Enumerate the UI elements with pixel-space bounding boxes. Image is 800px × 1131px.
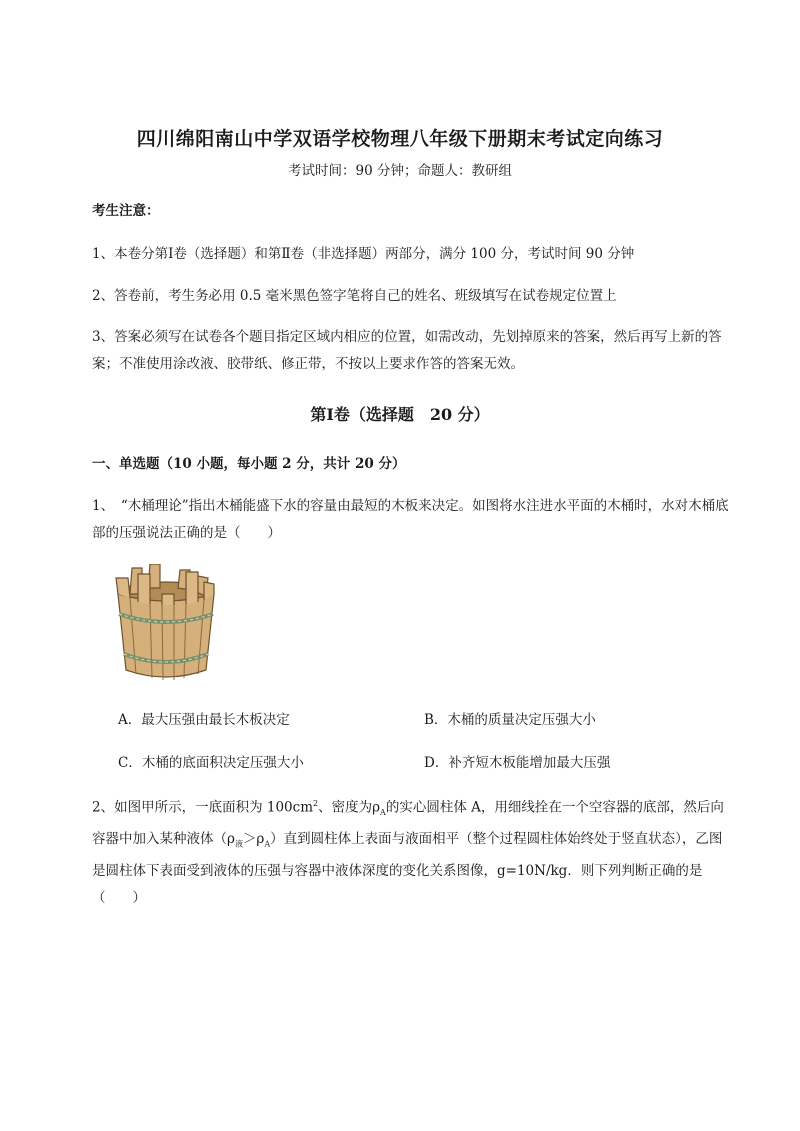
question-2-text: 2、如图甲所示，一底面积为 $100cm^2$、密度为$\rho_A$的实心圆柱体 A，用细线拴在一个空容器的底部，然后向容器中加入某种液体$(\rho_液>\rho_A)$直到圆柱体上表面与液面相平（整个过程圆柱体始终处于竖直状态），乙图是圆柱体下表面受到液体的压强与容器中液体深度的变化关系图像，g=10N/kg．则下列判断正确的是（ ） <box>92 799 724 906</box>
notice-item-2: 2、答卷前，考生务必用 0.5 毫米黑色签字笔将自己的姓名、班级填写在试卷规定位置上 <box>92 288 617 304</box>
notice-item-3: 3、答案必须写在试卷各个题目指定区域内相应的位置，如需改动，先划掉原来的答案，然后再写上新的答案；不准使用涂改液、胶带纸、修正带，不按以上要求作答的答案无效。 <box>92 329 722 372</box>
wooden-bucket-image <box>108 564 224 684</box>
page-title: 四川绵阳南山中学双语学校物理八年级下册期末考试定向练习 <box>136 128 664 150</box>
notice-item-1: 1、本卷分第Ⅰ卷（选择题）和第Ⅱ卷（非选择题）两部分，满分 100 分，考试时间 90 分钟 <box>92 246 635 262</box>
part-heading: 一、单选题（10 小题，每小题 2 分，共计 20 分） <box>92 456 406 472</box>
notice-heading: 考生注意： <box>92 203 160 219</box>
q1-option-b: B．木桶的质量决定压强大小 <box>424 712 596 728</box>
q1-option-d: D．补齐短木板能增加最大压强 <box>424 755 611 771</box>
q1-option-a: A．最大压强由最长木板决定 <box>118 712 290 728</box>
question-1-text: 1、 “木桶理论”指出木桶能盛下水的容量由最短的木板来决定。如图将水注进水平面的木桶时，水对木桶底部的压强说法正确的是（ ） <box>92 498 729 541</box>
section-title: 第Ⅰ卷（选择题 20 分） <box>310 405 490 424</box>
page-subtitle: 考试时间：90 分钟；命题人：教研组 <box>288 163 512 179</box>
q1-option-c: C．木桶的底面积决定压强大小 <box>118 755 304 771</box>
